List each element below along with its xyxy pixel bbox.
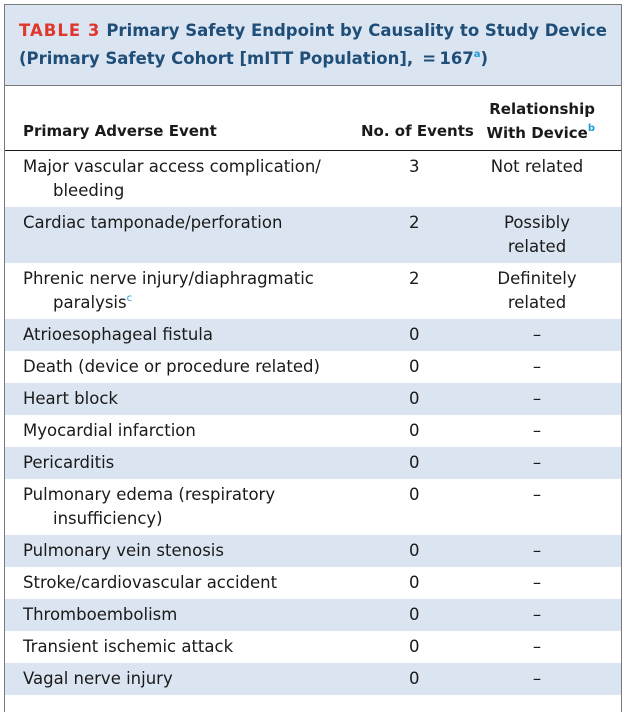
event-count: 2 (409, 269, 420, 288)
table-body (5, 151, 621, 695)
relationship-line1: – (532, 453, 542, 472)
event-cell (23, 603, 343, 627)
relationship-cell (481, 267, 593, 315)
table-row (5, 383, 621, 415)
event-cell (23, 451, 343, 475)
event-cell (23, 483, 343, 531)
header-rel-line2: With Device (486, 124, 588, 142)
event-line2-text: bleeding (53, 181, 125, 200)
relationship-line1: – (532, 325, 542, 344)
event-line1: Myocardial infarction (23, 421, 196, 440)
event-line1: Stroke/cardiovascular accident (23, 573, 278, 592)
event-line1: Heart block (23, 389, 118, 408)
relationship-line2: related (507, 237, 567, 256)
event-line1: Transient ischemic attack (23, 637, 234, 656)
event-line1: Cardiac tamponade/perforation (23, 213, 283, 232)
table-row (5, 415, 621, 447)
event-cell (23, 323, 343, 347)
relationship-line1: – (532, 485, 542, 504)
event-count: 0 (409, 573, 420, 592)
table-row (5, 351, 621, 383)
relationship-cell (481, 323, 593, 347)
table-row (5, 319, 621, 351)
table-row (5, 663, 621, 695)
header-rel-line1: Relationship (489, 100, 595, 118)
table-title-line2: (Primary Safety Cohort [mITT Population], = 167 (19, 49, 474, 68)
table-row (5, 599, 621, 631)
event-line1: Death (device or procedure related) (23, 357, 320, 376)
relationship-cell (481, 419, 593, 443)
table-row (5, 263, 621, 319)
table-row (5, 535, 621, 567)
event-line1: Major vascular access complication/ (23, 157, 321, 176)
event-cell (23, 635, 343, 659)
relationship-cell (481, 211, 593, 259)
relationship-line1: Definitely (497, 269, 577, 288)
event-line2 (23, 179, 343, 203)
event-cell (23, 387, 343, 411)
footnote-c-marker: c (126, 292, 133, 304)
table-number: TABLE 3 (19, 21, 101, 40)
event-count: 2 (409, 213, 420, 232)
relationship-line1: – (532, 637, 542, 656)
relationship-line1: – (532, 541, 542, 560)
event-cell (23, 419, 343, 443)
table-row (5, 567, 621, 599)
header-relationship (486, 97, 595, 145)
relationship-line1: – (532, 605, 542, 624)
relationship-line1: – (532, 389, 542, 408)
relationship-cell (481, 635, 593, 659)
header-count: No. of Events (361, 122, 474, 140)
table-row (5, 447, 621, 479)
event-count: 3 (409, 157, 420, 176)
event-count: 0 (409, 541, 420, 560)
relationship-cell (481, 483, 593, 507)
event-count: 0 (409, 605, 420, 624)
relationship-cell (481, 571, 593, 595)
relationship-line1: – (532, 357, 542, 376)
event-count: 0 (409, 669, 420, 688)
relationship-cell (481, 667, 593, 691)
table-row (5, 207, 621, 263)
header-event: Primary Adverse Event (23, 122, 217, 140)
relationship-cell (481, 155, 593, 179)
event-line1: Atrioesophageal fistula (23, 325, 213, 344)
event-cell (23, 667, 343, 691)
relationship-line1: – (532, 421, 542, 440)
event-line2 (23, 291, 343, 315)
relationship-line2: related (507, 293, 567, 312)
event-line1: Pulmonary edema (respiratory (23, 485, 276, 504)
event-line2-text: paralysis (53, 293, 127, 312)
event-cell (23, 539, 343, 563)
table-title-line1: Primary Safety Endpoint by Causality to Study Device (106, 21, 607, 40)
event-line1: Vagal nerve injury (23, 669, 173, 688)
event-line1: Phrenic nerve injury/diaphragmatic (23, 269, 314, 288)
table-frame (4, 4, 622, 712)
event-cell (23, 355, 343, 379)
event-cell (23, 155, 343, 203)
event-cell (23, 267, 343, 315)
event-line1: Pulmonary vein stenosis (23, 541, 224, 560)
event-count: 0 (409, 453, 420, 472)
relationship-line1: – (532, 573, 542, 592)
footnote-b-marker: b (587, 123, 595, 134)
event-count: 0 (409, 325, 420, 344)
table-row (5, 151, 621, 207)
table-row (5, 631, 621, 663)
event-count: 0 (409, 421, 420, 440)
event-count: 0 (409, 357, 420, 376)
event-line2-text: insufficiency) (53, 509, 163, 528)
event-line1: Thromboembolism (23, 605, 178, 624)
table-title-close: ) (480, 49, 489, 68)
event-cell (23, 571, 343, 595)
relationship-line1: Possibly (503, 213, 571, 232)
table-row (5, 479, 621, 535)
event-count: 0 (409, 389, 420, 408)
relationship-cell (481, 451, 593, 475)
footnote-a-marker: a (473, 48, 481, 60)
relationship-cell (481, 603, 593, 627)
event-cell (23, 211, 343, 235)
event-line2 (23, 507, 343, 531)
relationship-line1: – (532, 669, 542, 688)
relationship-cell (481, 387, 593, 411)
table-header (5, 85, 621, 151)
relationship-cell (481, 539, 593, 563)
event-count: 0 (409, 485, 420, 504)
table-title (5, 5, 621, 85)
relationship-line1: Not related (490, 157, 584, 176)
event-count: 0 (409, 637, 420, 656)
relationship-cell (481, 355, 593, 379)
event-line1: Pericarditis (23, 453, 115, 472)
